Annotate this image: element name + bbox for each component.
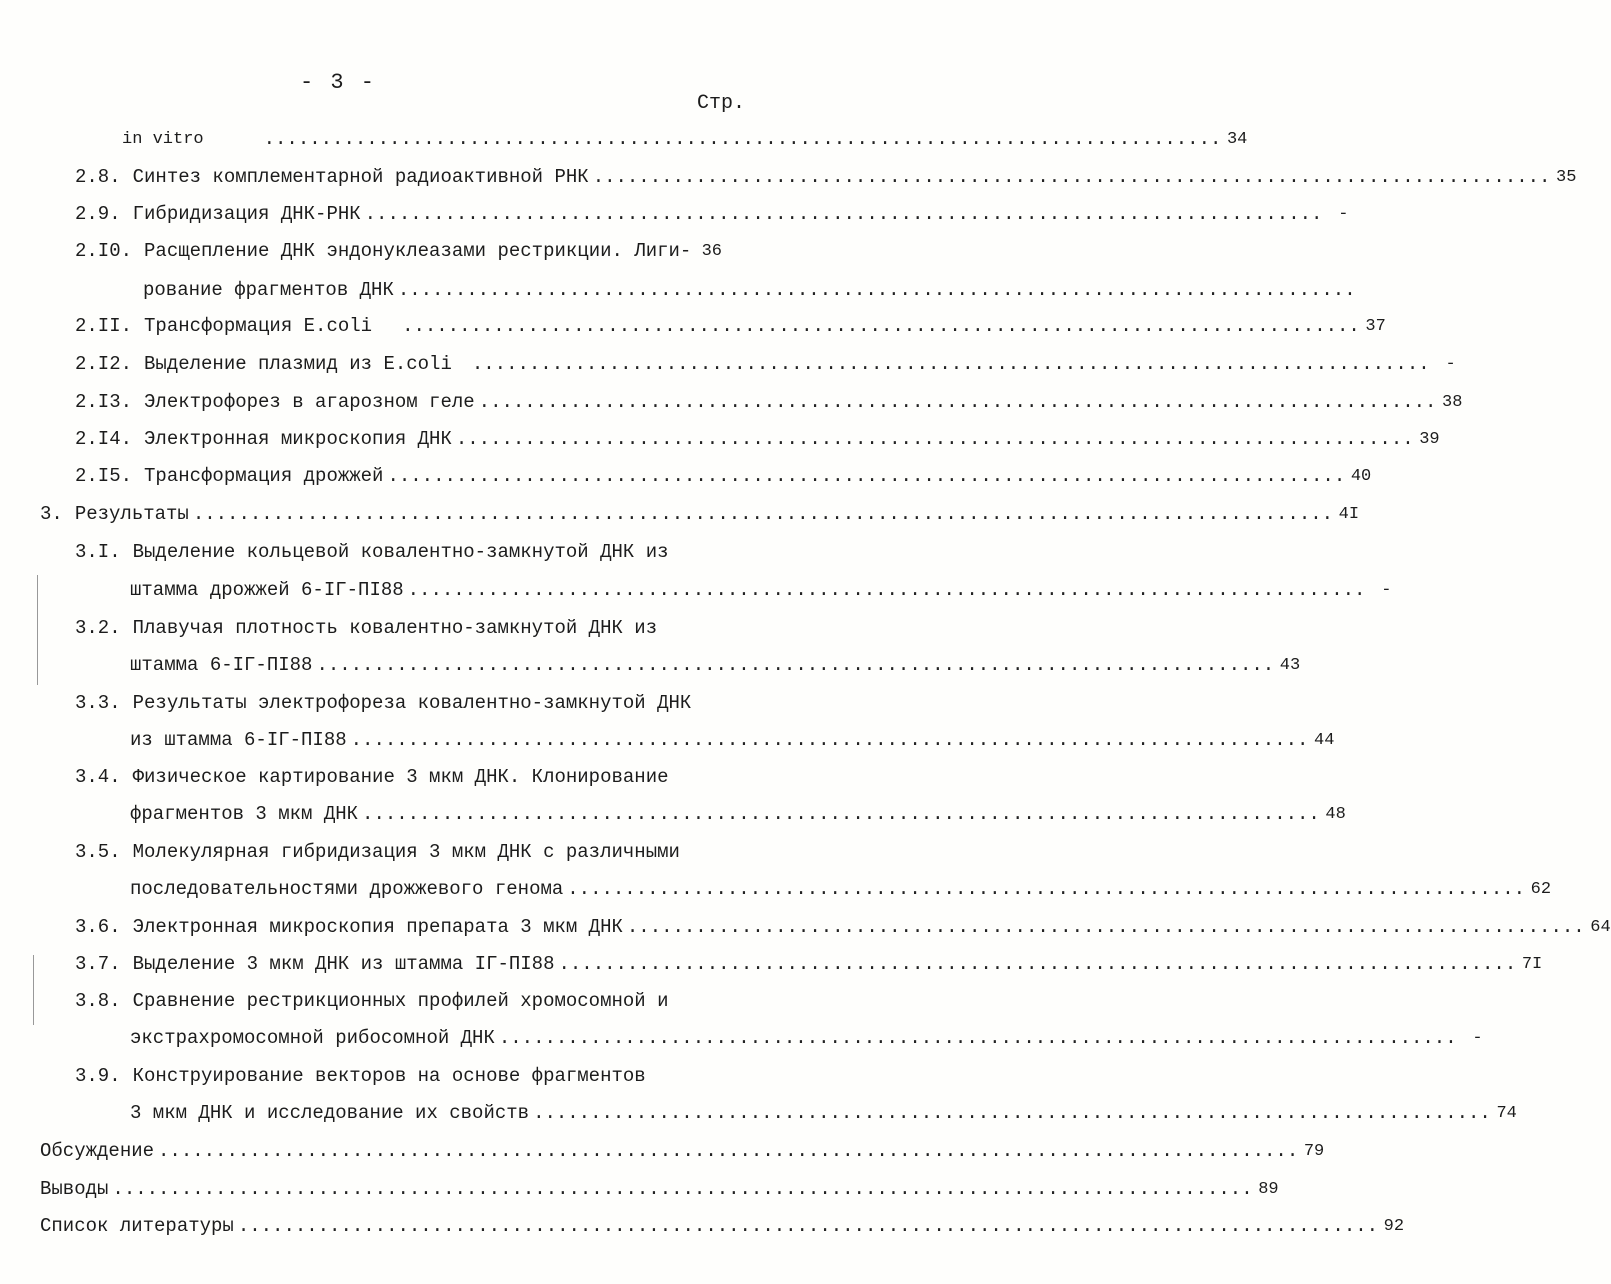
toc-page: - bbox=[1445, 354, 1456, 374]
toc-entry-continuation bbox=[130, 1099, 1517, 1127]
leader-dots: .................................................................................... bbox=[402, 315, 1360, 337]
toc-entry-continuation bbox=[130, 576, 1392, 604]
toc-entry-continuation bbox=[130, 1024, 1483, 1052]
toc-title: Электронная микроскопия ДНК bbox=[144, 428, 452, 450]
toc-title: in vitro bbox=[122, 129, 204, 149]
toc-entry bbox=[75, 312, 1386, 340]
toc-number: 3.7. bbox=[75, 953, 121, 975]
toc-page: 64 bbox=[1590, 917, 1611, 937]
toc-entry bbox=[75, 237, 722, 265]
toc-entry bbox=[75, 913, 1611, 941]
toc-title: Электрофорез в агарозном геле bbox=[144, 391, 475, 413]
toc-title: Конструирование векторов на основе фрагментов bbox=[132, 1065, 646, 1087]
leader-dots: .................................................................................... bbox=[455, 428, 1414, 450]
toc-title: Расщепление ДНК эндонуклеазами рестрикции. Лиги- bbox=[144, 240, 692, 262]
leader-dots: .................................................................................... bbox=[316, 654, 1275, 676]
toc-page: 37 bbox=[1365, 316, 1386, 336]
toc-title: Список литературы bbox=[40, 1215, 234, 1237]
margin-mark bbox=[37, 575, 38, 685]
toc-entry-continuation bbox=[130, 800, 1346, 828]
toc-page: 38 bbox=[1442, 392, 1463, 412]
toc-title: Электронная микроскопия препарата 3 мкм ДНК bbox=[132, 916, 623, 938]
margin-mark bbox=[33, 955, 34, 1025]
toc-page: 34 bbox=[1226, 129, 1248, 149]
toc-title-continuation: фрагментов 3 мкм ДНК bbox=[130, 803, 359, 825]
toc-page: 4I bbox=[1338, 504, 1360, 524]
toc-page: - bbox=[1381, 580, 1392, 600]
toc-page: 43 bbox=[1279, 655, 1301, 675]
toc-page: - bbox=[1338, 204, 1349, 224]
toc-page: 7I bbox=[1521, 954, 1543, 974]
leader-dots: .................................................................................... bbox=[471, 353, 1430, 375]
toc-title-continuation: экстрахромосомной рибосомной ДНК bbox=[130, 1027, 495, 1049]
toc-entry bbox=[75, 462, 1372, 490]
toc-title: Физическое картирование 3 мкм ДНК. Клонирование bbox=[132, 766, 669, 788]
toc-number: 2.I5. bbox=[75, 465, 133, 487]
leader-dots: .................................................................................... bbox=[364, 203, 1323, 225]
toc-entry-continuation bbox=[143, 276, 1356, 304]
toc-entry bbox=[75, 987, 722, 1015]
toc-number: 2.I0. bbox=[75, 240, 133, 262]
toc-title-continuation: 3 мкм ДНК и исследование их свойств bbox=[130, 1102, 530, 1124]
leader-dots: .................................................................................................... bbox=[158, 1140, 1299, 1162]
toc-page: 48 bbox=[1325, 804, 1346, 824]
toc-title: Выделение кольцевой ковалентно-замкнутой ДНК из bbox=[132, 541, 669, 563]
leader-dots: .................................................................................... bbox=[362, 803, 1320, 825]
toc-title: Выделение 3 мкм ДНК из штамма IГ-ПI88 bbox=[132, 953, 555, 975]
toc-title-continuation: штамма 6-IГ-ПI88 bbox=[130, 654, 313, 676]
page-column-header: Стр. bbox=[697, 92, 746, 115]
toc-page: 89 bbox=[1258, 1179, 1279, 1199]
toc-number: 3.3. bbox=[75, 692, 121, 714]
toc-entry bbox=[75, 350, 1456, 378]
toc-number: 2.II. bbox=[75, 315, 133, 337]
leader-dots: .................................................................................................... bbox=[237, 1215, 1379, 1237]
toc-entry bbox=[40, 1212, 1405, 1240]
toc-title: Молекулярная гибридизация 3 мкм ДНК с различными bbox=[132, 841, 680, 863]
leader-dots: .................................................................................... bbox=[626, 916, 1585, 938]
toc-number: 3.4. bbox=[75, 766, 121, 788]
toc-title: Выводы bbox=[40, 1178, 109, 1200]
toc-title-continuation: рование фрагментов ДНК bbox=[143, 279, 394, 301]
toc-entry bbox=[75, 689, 722, 717]
toc-number: 2.9. bbox=[75, 203, 121, 225]
toc-title: Сравнение рестрикционных профилей хромосомной и bbox=[132, 990, 669, 1012]
toc-title: Обсуждение bbox=[40, 1140, 155, 1162]
leader-dots: .................................................................................... bbox=[592, 166, 1551, 188]
toc-entry bbox=[40, 1175, 1279, 1203]
toc-entry bbox=[75, 200, 1349, 228]
toc-entry bbox=[75, 1062, 722, 1090]
toc-number: 3.5. bbox=[75, 841, 121, 863]
toc-title: Выделение плазмид из E.coli bbox=[144, 353, 452, 375]
leader-dots: .................................................................................... bbox=[350, 729, 1309, 751]
leader-dots: .................................................................................... bbox=[533, 1102, 1491, 1124]
toc-entry bbox=[75, 838, 722, 866]
toc-entry bbox=[40, 500, 1360, 528]
leader-dots: .................................................................................................... bbox=[192, 503, 1334, 525]
toc-page: - bbox=[1472, 1028, 1483, 1048]
leader-dots: .................................................................................... bbox=[407, 579, 1366, 601]
toc-entry bbox=[75, 538, 722, 566]
toc-number: 3.9. bbox=[75, 1065, 121, 1087]
leader-dots: .................................................................................... bbox=[498, 1027, 1457, 1049]
leader-dots: .................................................................................... bbox=[263, 128, 1222, 150]
toc-number: 3.2. bbox=[75, 617, 121, 639]
toc-page: 35 bbox=[1556, 167, 1577, 187]
leader-dots: .................................................................................... bbox=[567, 878, 1526, 900]
toc-entry bbox=[75, 763, 722, 791]
toc-page: 44 bbox=[1314, 730, 1335, 750]
toc-title: Плавучая плотность ковалентно-замкнутой ДНК из bbox=[132, 617, 658, 639]
toc-entry bbox=[122, 125, 1248, 153]
page-number: - 3 - bbox=[300, 70, 377, 95]
toc-number: 2.I4. bbox=[75, 428, 133, 450]
toc-entry bbox=[75, 388, 1463, 416]
toc-title: Синтез комплементарной радиоактивной РНК bbox=[132, 166, 589, 188]
toc-number: 3. bbox=[40, 503, 63, 525]
leader-dots: .................................................................................... bbox=[478, 391, 1437, 413]
toc-page: 62 bbox=[1530, 879, 1552, 899]
toc-page: 74 bbox=[1496, 1103, 1517, 1123]
toc-entry bbox=[75, 950, 1543, 978]
leader-dots: .................................................................................................... bbox=[112, 1178, 1253, 1200]
toc-entry-continuation bbox=[130, 651, 1301, 679]
leader-dots: .................................................................................... bbox=[387, 465, 1346, 487]
toc-page: 40 bbox=[1350, 466, 1372, 486]
toc-page: 92 bbox=[1383, 1216, 1405, 1236]
leader-dots: .................................................................................... bbox=[397, 279, 1356, 301]
toc-number: 2.I2. bbox=[75, 353, 133, 375]
toc-entry bbox=[75, 425, 1440, 453]
toc-page: 39 bbox=[1419, 429, 1440, 449]
toc-number: 3.8. bbox=[75, 990, 121, 1012]
toc-number: 2.8. bbox=[75, 166, 121, 188]
toc-entry bbox=[75, 614, 722, 642]
toc-page: 36 bbox=[701, 241, 722, 261]
toc-title: Результаты электрофореза ковалентно-замкнутой ДНК bbox=[132, 692, 692, 714]
toc-entry bbox=[40, 1137, 1325, 1165]
toc-entry bbox=[75, 163, 1577, 191]
toc-title: Трансформация дрожжей bbox=[144, 465, 384, 487]
toc-entry-continuation bbox=[130, 726, 1335, 754]
toc-number: 3.6. bbox=[75, 916, 121, 938]
toc-title-continuation: последовательностями дрожжевого генома bbox=[130, 878, 564, 900]
toc-page: 79 bbox=[1303, 1141, 1325, 1161]
toc-number: 3.I. bbox=[75, 541, 121, 563]
toc-title: Результаты bbox=[74, 503, 189, 525]
toc-title-continuation: штамма дрожжей 6-IГ-ПI88 bbox=[130, 579, 404, 601]
leader-dots: .................................................................................... bbox=[558, 953, 1517, 975]
toc-number: 2.I3. bbox=[75, 391, 133, 413]
toc-title-continuation: из штамма 6-IГ-ПI88 bbox=[130, 729, 347, 751]
toc-title: Гибридизация ДНК-РНК bbox=[132, 203, 361, 225]
toc-title: Трансформация E.coli bbox=[144, 315, 373, 337]
toc-entry-continuation bbox=[130, 875, 1552, 903]
